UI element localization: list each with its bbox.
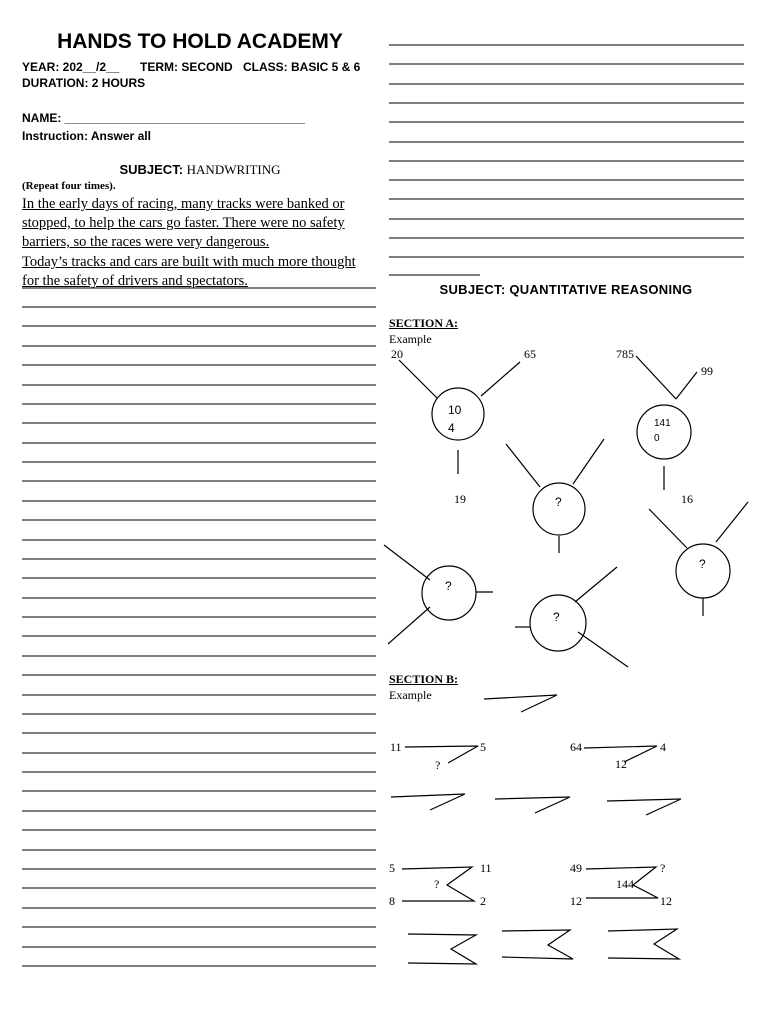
number-label: 12 bbox=[615, 757, 627, 771]
section-a-heading: SECTION A: bbox=[389, 316, 459, 330]
unknown-label: ? bbox=[555, 495, 562, 509]
number-label: 785 bbox=[616, 347, 634, 361]
number-label: 4 bbox=[448, 421, 455, 435]
number-label: 5 bbox=[480, 740, 486, 754]
number-label: 19 bbox=[454, 492, 466, 506]
number-label: 141 bbox=[654, 418, 671, 429]
unknown-label: ? bbox=[445, 579, 452, 593]
number-label: 8 bbox=[389, 894, 395, 908]
number-label: 65 bbox=[524, 347, 536, 361]
number-label: 2 bbox=[480, 894, 486, 908]
unknown-label: ? bbox=[434, 877, 440, 891]
number-label: 5 bbox=[389, 861, 395, 875]
unknown-label: ? bbox=[660, 861, 666, 875]
angle-shape bbox=[495, 797, 570, 813]
section-b-example-label: Example bbox=[389, 688, 432, 702]
number-label: 0 bbox=[654, 433, 660, 444]
number-label: 12 bbox=[660, 894, 672, 908]
zigzag-shape bbox=[502, 930, 573, 959]
number-label: 10 bbox=[448, 403, 462, 417]
section-a-example-label: Example bbox=[389, 332, 432, 346]
number-label: 12 bbox=[570, 894, 582, 908]
number-label: 20 bbox=[391, 347, 403, 361]
number-label: 49 bbox=[570, 861, 582, 875]
term-field: TERM: SECOND bbox=[140, 60, 233, 74]
repeat-note: (Repeat four times). bbox=[22, 180, 116, 192]
name-field: NAME: ____________________________________ bbox=[22, 111, 305, 125]
passage-line: stopped, to help the cars go faster. There were no safety bbox=[22, 215, 345, 231]
section-b-heading: SECTION B: bbox=[389, 672, 459, 686]
class-field: CLASS: BASIC 5 & 6 bbox=[243, 60, 361, 74]
passage-line: Today’s tracks and cars are built with much more thought bbox=[22, 254, 356, 270]
unknown-label: ? bbox=[553, 610, 560, 624]
number-label: 144 bbox=[616, 877, 634, 891]
unknown-label: ? bbox=[435, 758, 441, 772]
unknown-label: ? bbox=[699, 557, 706, 571]
zigzag-shape bbox=[608, 929, 679, 959]
number-label: 4 bbox=[660, 740, 666, 754]
number-label: 11 bbox=[390, 740, 402, 754]
duration-field: DURATION: 2 HOURS bbox=[22, 76, 146, 90]
number-label: 16 bbox=[681, 492, 693, 506]
angle-shape bbox=[607, 799, 681, 815]
angle-shape bbox=[391, 794, 465, 810]
angle-shape bbox=[484, 695, 557, 712]
number-label: 11 bbox=[480, 861, 492, 875]
passage-line: barriers, so the races were very dangerous. bbox=[22, 234, 270, 250]
number-label: 99 bbox=[701, 364, 713, 378]
subject-value: HANDWRITING bbox=[186, 162, 281, 177]
quantitative-subject: SUBJECT: QUANTITATIVE REASONING bbox=[439, 282, 693, 297]
year-field: YEAR: 202__/2__ bbox=[22, 60, 120, 74]
number-label: 64 bbox=[570, 740, 582, 754]
subject-key: SUBJECT: bbox=[119, 162, 184, 177]
passage-line: for the safety of drivers and spectators. bbox=[22, 273, 248, 289]
instruction-text: Instruction: Answer all bbox=[22, 129, 151, 143]
passage-line: In the early days of racing, many tracks were banked or bbox=[22, 196, 345, 212]
angle-shape bbox=[405, 746, 478, 763]
school-title: HANDS TO HOLD ACADEMY bbox=[57, 30, 343, 53]
zigzag-shape bbox=[408, 934, 476, 964]
